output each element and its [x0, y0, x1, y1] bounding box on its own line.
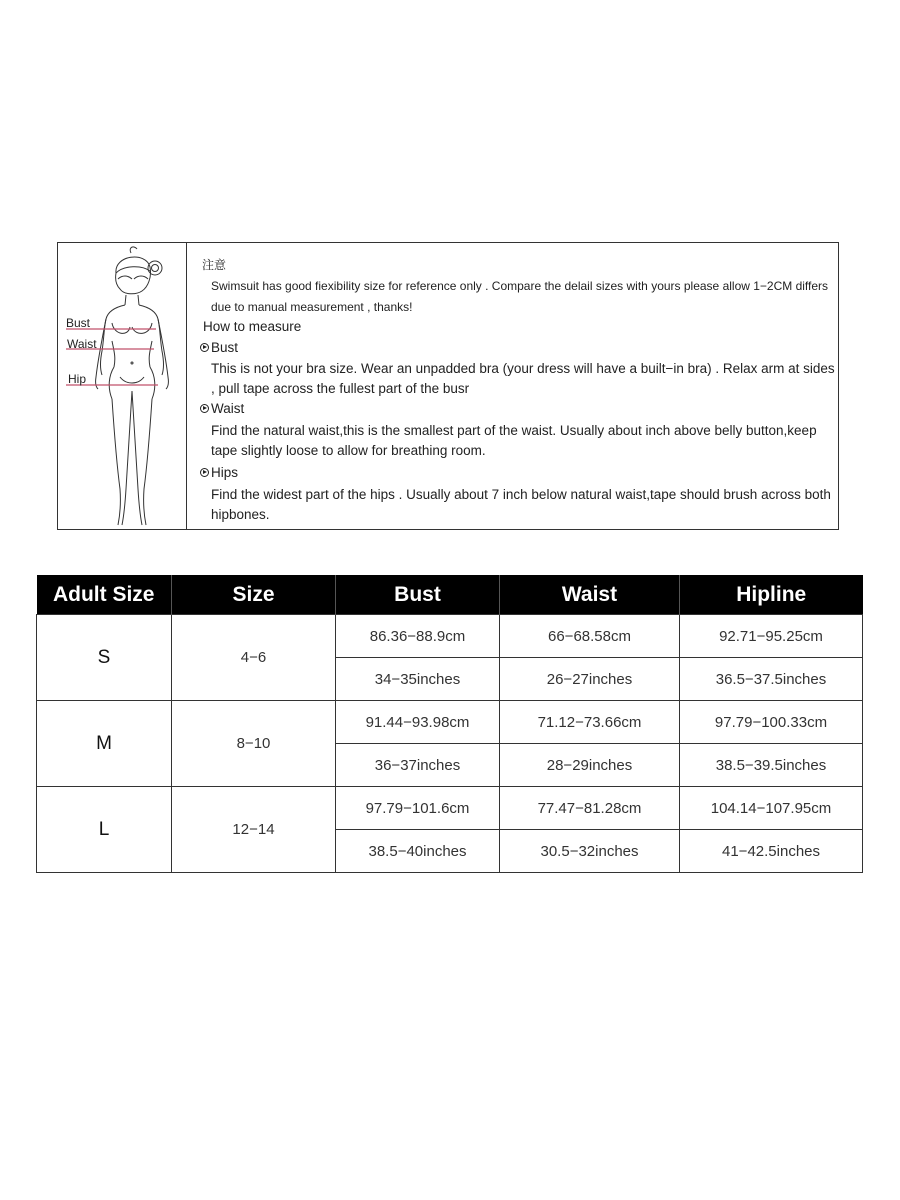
hips-section-heading — [200, 465, 238, 480]
waist-cm-cell: 71.12−73.66cm — [500, 701, 680, 744]
bust-cm-cell: 86.36−88.9cm — [336, 615, 500, 658]
size-range-cell: 8−10 — [172, 701, 336, 787]
adult-size-cell: L — [37, 787, 172, 873]
table-header-row — [37, 575, 863, 615]
how-to-measure-heading: How to measure — [203, 319, 302, 334]
hipline-inches-cell: 38.5−39.5inches — [680, 744, 863, 787]
adult-size-cell: S — [37, 615, 172, 701]
header-size: Size — [172, 575, 336, 615]
waist-section-body: Find the natural waist,this is the smallest part of the waist. Usually about inch above belly button,keep tape slightly loose to allow for breathing room. — [211, 423, 817, 458]
waist-inches-cell: 26−27inches — [500, 658, 680, 701]
bust-section-title: Bust — [211, 340, 239, 355]
bust-section-heading — [200, 340, 238, 355]
bust-cm-cell: 97.79−101.6cm — [336, 787, 500, 830]
body-figure-illustration — [58, 243, 186, 531]
waist-cm-cell: 77.47−81.28cm — [500, 787, 680, 830]
bust-section-body: This is not your bra size. Wear an unpadded bra (your dress will have a built−in bra) . Relax arm at sides , pull tape across the fullest part of the busr — [211, 361, 835, 396]
size-range-cell: 4−6 — [172, 615, 336, 701]
hips-section-title: Hips — [211, 465, 239, 480]
measurement-guide — [57, 242, 839, 530]
header-adult-size: Adult Size — [37, 575, 172, 615]
table-row — [37, 701, 863, 744]
hips-section-body: Find the widest part of the hips . Usually about 7 inch below natural waist,tape should brush across both hipbones. — [211, 487, 831, 522]
bust-cm-cell: 91.44−93.98cm — [336, 701, 500, 744]
bust-inches-cell: 36−37inches — [336, 744, 500, 787]
header-bust: Bust — [336, 575, 500, 615]
circle-arrow-icon — [200, 343, 209, 352]
size-chart-table — [36, 575, 863, 873]
header-hipline: Hipline — [680, 575, 863, 615]
figure-label-bust: Bust — [66, 316, 91, 330]
header-waist: Waist — [500, 575, 680, 615]
bust-inches-cell: 38.5−40inches — [336, 830, 500, 873]
table-row — [37, 615, 863, 658]
size-range-cell: 12−14 — [172, 787, 336, 873]
figure-panel — [58, 243, 187, 529]
hipline-cm-cell: 92.71−95.25cm — [680, 615, 863, 658]
waist-inches-cell: 28−29inches — [500, 744, 680, 787]
instructions-panel — [188, 243, 838, 529]
hipline-inches-cell: 36.5−37.5inches — [680, 658, 863, 701]
hipline-inches-cell: 41−42.5inches — [680, 830, 863, 873]
waist-section-heading — [200, 401, 244, 416]
table-row — [37, 787, 863, 830]
waist-cm-cell: 66−68.58cm — [500, 615, 680, 658]
hipline-cm-cell: 97.79−100.33cm — [680, 701, 863, 744]
circle-arrow-icon — [200, 404, 209, 413]
figure-label-waist: Waist — [67, 337, 97, 351]
note-title: 注意 — [202, 258, 227, 272]
hipline-cm-cell: 104.14−107.95cm — [680, 787, 863, 830]
bust-inches-cell: 34−35inches — [336, 658, 500, 701]
circle-arrow-icon — [200, 468, 209, 477]
waist-section-title: Waist — [211, 401, 245, 416]
note-body: Swimsuit has good fiexibility size for reference only . Compare the delail sizes with yours please allow 1−2CM differs due to manual measurement , thanks! — [211, 279, 829, 314]
adult-size-cell: M — [37, 701, 172, 787]
waist-inches-cell: 30.5−32inches — [500, 830, 680, 873]
figure-label-hip: Hip — [68, 372, 87, 386]
